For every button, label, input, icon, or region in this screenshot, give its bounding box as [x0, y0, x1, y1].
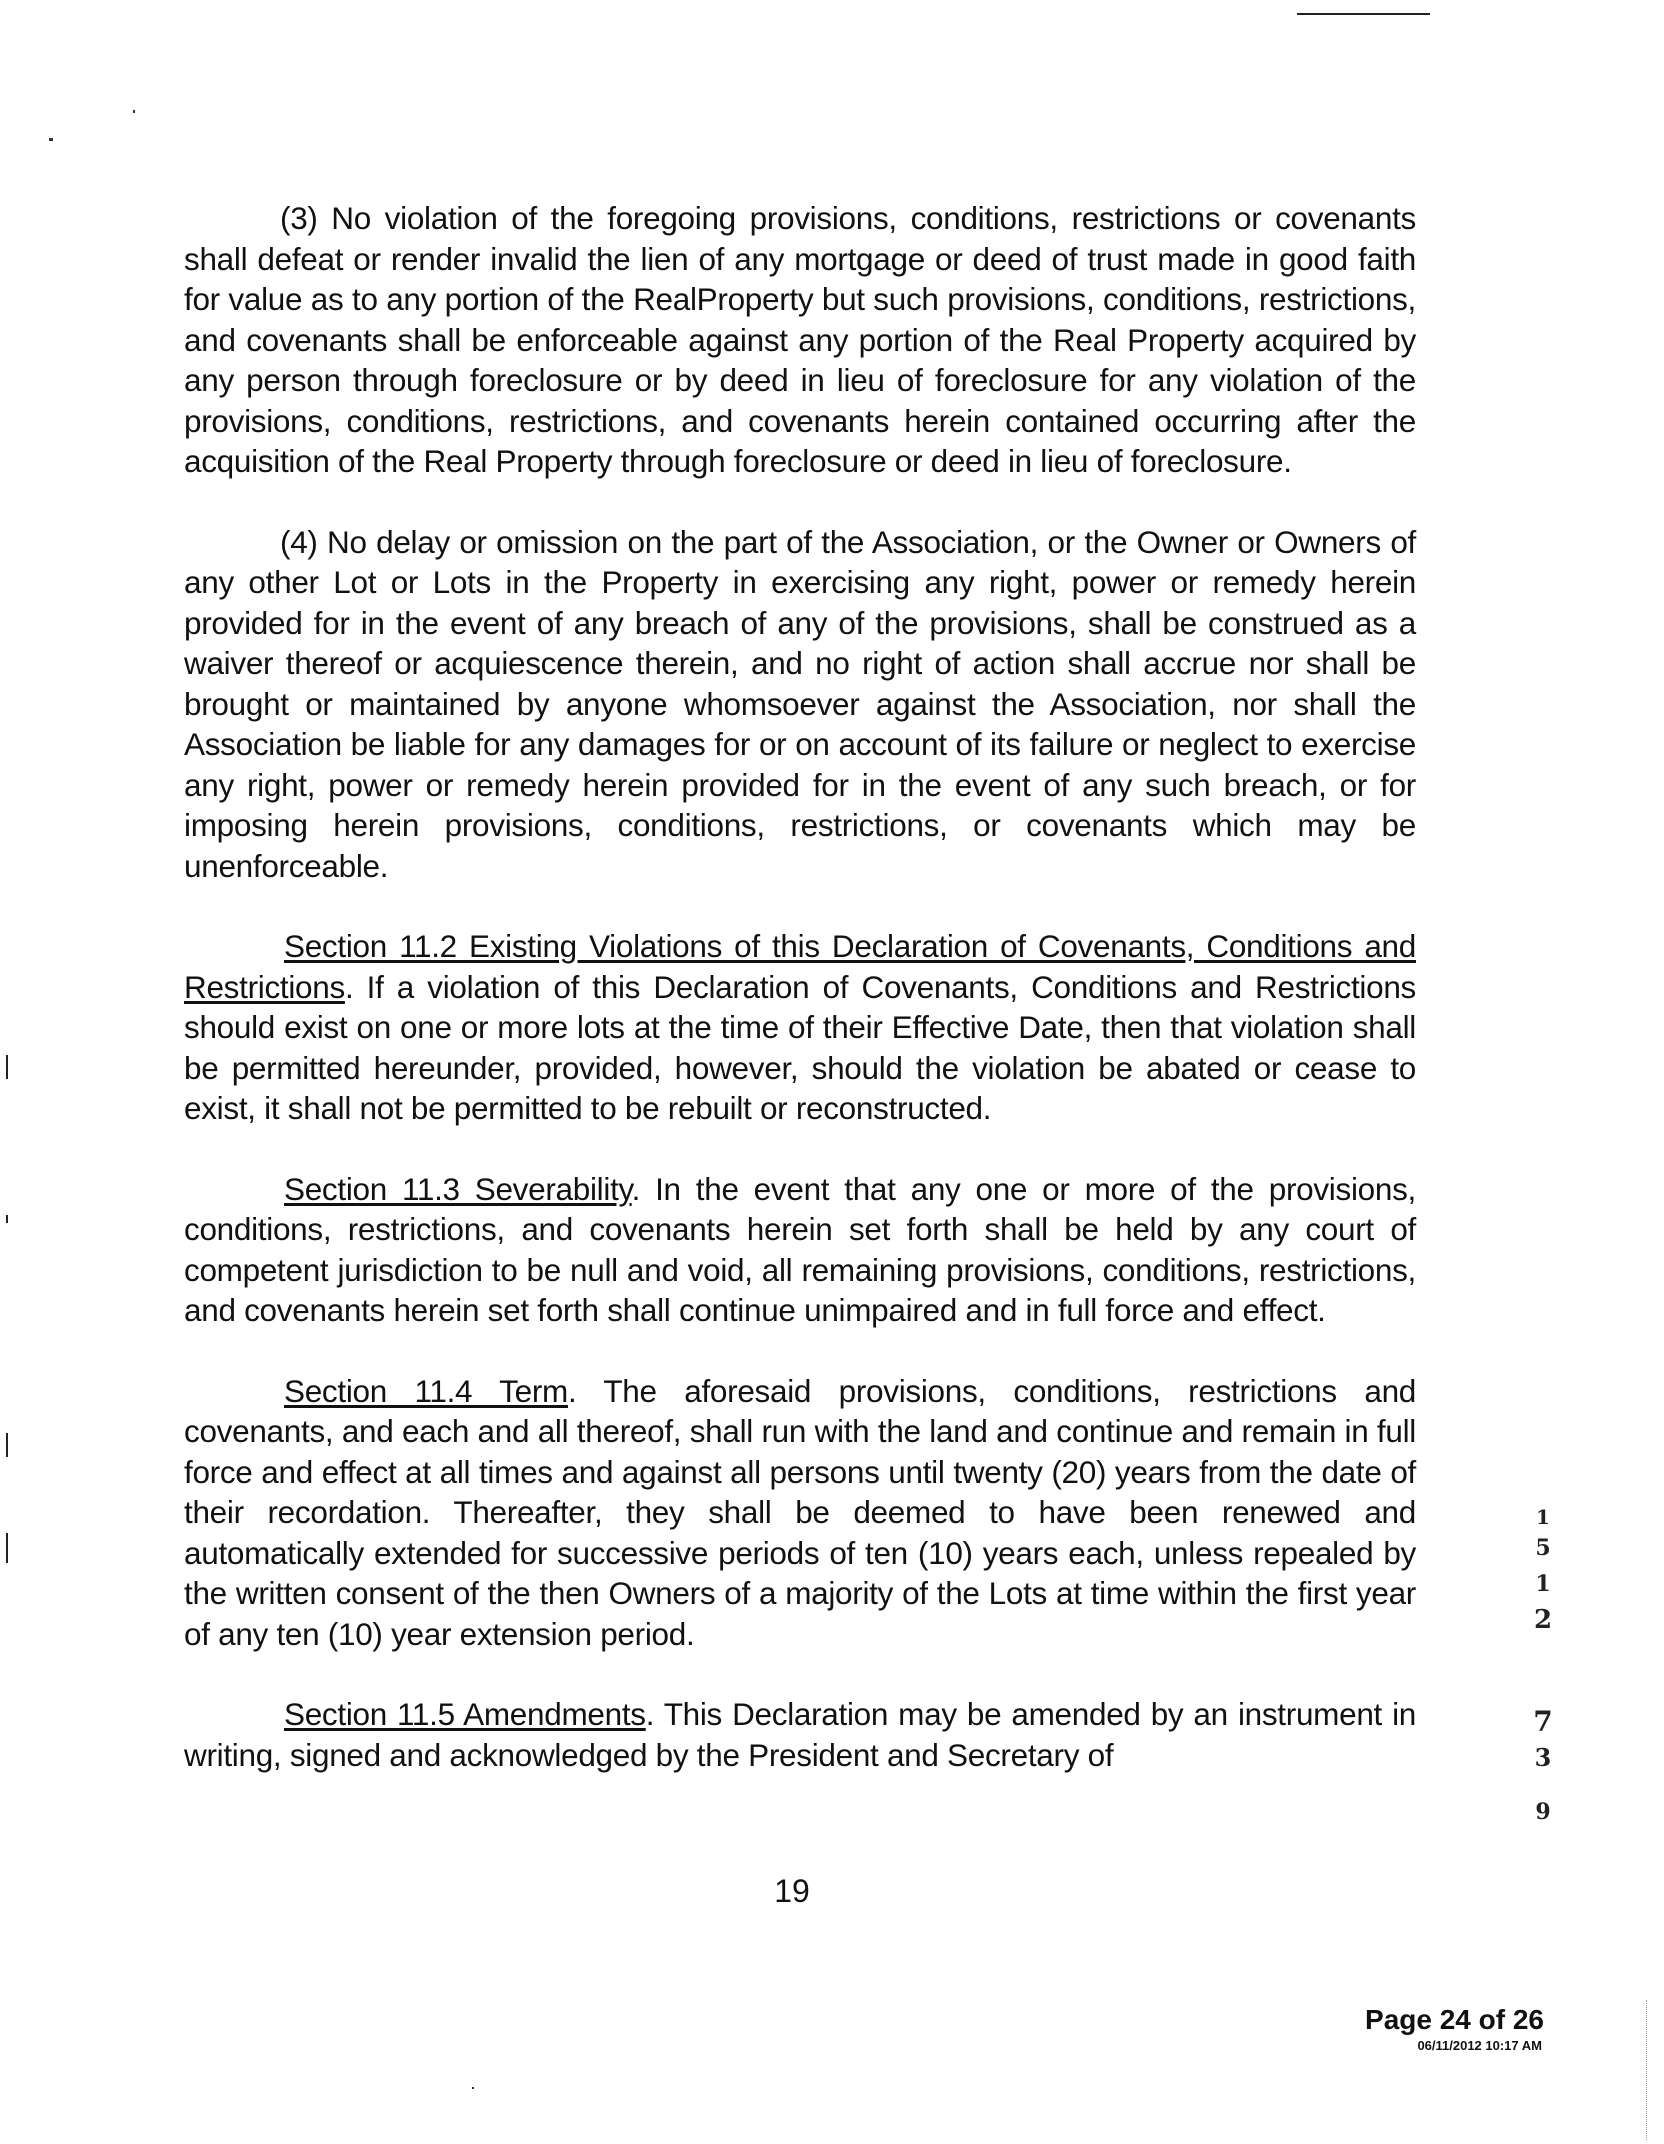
- scan-speck: [133, 110, 135, 113]
- scan-edge-mark: [6, 1433, 8, 1457]
- scan-edge-mark: [6, 1215, 8, 1223]
- section-11-3-text: In the event that any one or more of the provisions, conditions, restrictions, and covenants herein set forth shall be held by any court of competent jurisdiction to be null and void, all remaining provisions, conditions, restrictions, and covenants herein set forth shall continue unimpaired and in full force and effect.: [184, 1170, 1416, 1328]
- scan-speck: [49, 138, 53, 141]
- footer-page-label: Page 24 of 26: [1365, 2004, 1544, 2035]
- section-11-4-text: The aforesaid provisions, conditions, restrictions and covenants, and each and all thereof, shall run with the land and continue and remain in full force and effect at all times and against all persons until twenty (20) years from the date of their recordation. Thereafter, they shall be deemed to have been renewed and automatically extended for successive periods of ten (10) years each, unless repealed by the written consent of the then Owners of a majority of the Lots at time within the first year of any ten (10) year extension period.: [184, 1372, 1417, 1652]
- heading-period: .: [631, 1170, 641, 1207]
- heading-period: .: [567, 1372, 577, 1409]
- stamp-digit: 2: [1533, 1605, 1553, 1635]
- scan-edge-dots: [1646, 2000, 1648, 2140]
- section-11-2-text: If a violation of this Declaration of Covenants, Conditions and Restrictions should exist on one or more lots at the time of their Effective Date, then that violation shall be permitted hereunder, provided, however, should the violation be abated or cease to exist, it shall not be permitted to be rebuilt or reconstructed.: [184, 968, 1417, 1126]
- scan-edge-mark: [6, 1533, 8, 1563]
- section-11-4: [184, 1371, 1416, 1655]
- section-11-5: [184, 1694, 1416, 1775]
- section-11-3: [184, 1169, 1416, 1331]
- heading-period: .: [645, 1696, 655, 1732]
- section-11-3-heading: Section 11.3 Severability: [284, 1170, 632, 1207]
- section-11-5-text: This Declaration may be amended by an instrument in writing, signed and acknowledged by the President and Secretary of: [184, 1696, 1416, 1773]
- paragraph-3: (3) No violation of the foregoing provisions, conditions, restrictions or covenants shall defeat or render invalid the lien of any mortgage or deed of trust made in good faith for value as to any portion of the RealProperty but such provisions, conditions, restrictions, and covenants shall be enforceable against any portion of the Real Property acquired by any person through foreclosure or by deed in lieu of foreclosure for any violation of the provisions, conditions, restrictions, and covenants herein contained occurring after the acquisition of the Real Property through foreclosure or deed in lieu of foreclosure.: [184, 200, 1416, 479]
- stamp-digit: 9: [1535, 1799, 1551, 1825]
- stamp-digit: 3: [1534, 1743, 1552, 1772]
- document-body: [184, 198, 1416, 1815]
- heading-period: .: [344, 968, 354, 1005]
- scan-edge-mark: [6, 1055, 8, 1079]
- scan-speck: [472, 2087, 474, 2089]
- section-11-4-heading: Section 11.4 Term: [284, 1372, 568, 1409]
- stamp-digit: 1: [1536, 1505, 1550, 1529]
- page-number: 19: [774, 1873, 810, 1909]
- stamp-digit: 5: [1535, 1535, 1551, 1561]
- stamp-digit: 1: [1535, 1571, 1551, 1597]
- side-recording-stamp: [1528, 1505, 1558, 1825]
- section-11-5-heading: Section 11.5 Amendments: [284, 1696, 646, 1732]
- paragraph-4: (4) No delay or omission on the part of the Association, or the Owner or Owners of any other Lot or Lots in the Property in exercising any right, power or remedy herein provided for in the event of any breach of any of the provisions, shall be construed as a waiver thereof or acquiescence therein, and no right of action shall accrue nor shall be brought or maintained by anyone whomsoever against the Association, nor shall the Association be liable for any damages for or on account of its failure or neglect to exercise any right, power or remedy herein provided for in the event of any such breach, or for imposing herein provisions, conditions, restrictions, or covenants which may be unenforceable.: [184, 523, 1416, 884]
- stamp-digit: 7: [1533, 1705, 1553, 1738]
- footer-timestamp: 06/11/2012 10:17 AM: [1417, 2038, 1542, 2053]
- section-11-2: [184, 926, 1416, 1129]
- section-11-2-heading: Section 11.2 Existing Violations of this Declaration of Covenants, Conditions and Restrictions: [184, 928, 1416, 1005]
- top-rule: [1297, 13, 1430, 15]
